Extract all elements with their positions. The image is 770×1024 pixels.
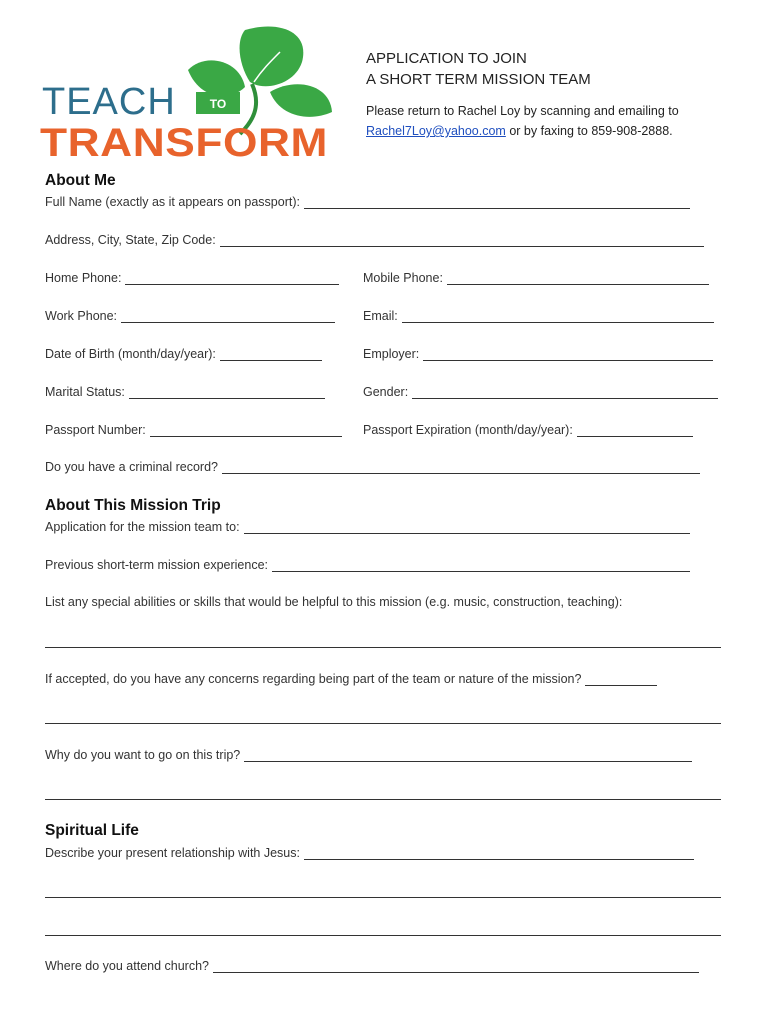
input-passport-number[interactable]	[150, 422, 342, 437]
input-relationship-inline[interactable]	[304, 845, 694, 860]
label-marital: Marital Status:	[45, 385, 125, 399]
label-why: Why do you want to go on this trip?	[45, 748, 241, 762]
row-relationship	[45, 845, 694, 860]
input-application-for[interactable]	[244, 519, 690, 534]
label-concerns: If accepted, do you have any concerns regarding being part of the team or nature of the mission?	[45, 672, 582, 686]
row-skills	[45, 595, 622, 609]
input-full-name[interactable]	[304, 194, 690, 209]
return-instructions-suffix: or by faxing to 859-908-2888.	[505, 124, 673, 138]
input-concerns[interactable]	[45, 723, 721, 724]
label-passport-exp: Passport Expiration (month/day/year):	[363, 423, 573, 437]
form-title-line1: APPLICATION TO JOIN	[366, 50, 527, 67]
row-criminal	[45, 459, 700, 474]
section-spiritual-life: Spiritual Life	[45, 822, 139, 839]
logo-teach: TEACH	[42, 81, 176, 123]
row-home-phone	[45, 270, 339, 285]
row-concerns	[45, 671, 657, 686]
input-passport-exp[interactable]	[577, 422, 693, 437]
label-dob: Date of Birth (month/day/year):	[45, 347, 216, 361]
input-why-inline[interactable]	[244, 747, 692, 762]
input-concerns-inline[interactable]	[585, 671, 657, 686]
row-church	[45, 958, 699, 973]
label-application-for: Application for the mission team to:	[45, 520, 240, 534]
header-block	[366, 48, 746, 141]
input-relationship-line1[interactable]	[45, 897, 721, 898]
input-work-phone[interactable]	[121, 308, 335, 323]
input-why[interactable]	[45, 799, 721, 800]
row-why	[45, 747, 692, 762]
label-church: Where do you attend church?	[45, 959, 209, 973]
label-mobile-phone: Mobile Phone:	[363, 271, 443, 285]
input-previous[interactable]	[272, 557, 690, 572]
form-title-line2: A SHORT TERM MISSION TEAM	[366, 71, 591, 88]
row-gender	[363, 384, 718, 399]
input-gender[interactable]	[412, 384, 718, 399]
leaf-right-icon	[270, 84, 332, 117]
logo-to: TO	[209, 97, 227, 111]
label-email: Email:	[363, 309, 398, 323]
input-relationship-line2[interactable]	[45, 935, 721, 936]
input-home-phone[interactable]	[125, 270, 339, 285]
email-link[interactable]: Rachel7Loy@yahoo.com	[366, 124, 506, 138]
section-mission-trip: About This Mission Trip	[45, 497, 221, 514]
label-employer: Employer:	[363, 347, 420, 361]
row-dob	[45, 346, 322, 361]
input-skills[interactable]	[45, 647, 721, 648]
label-gender: Gender:	[363, 385, 409, 399]
label-full-name: Full Name (exactly as it appears on passport):	[45, 195, 300, 209]
input-address[interactable]	[220, 232, 704, 247]
row-marital	[45, 384, 325, 399]
input-email[interactable]	[402, 308, 714, 323]
input-dob[interactable]	[220, 346, 322, 361]
leaf-large-icon	[240, 27, 304, 87]
row-email	[363, 308, 714, 323]
label-previous: Previous short-term mission experience:	[45, 558, 268, 572]
row-passport-exp	[363, 422, 693, 437]
teach-to-transform-logo	[40, 22, 340, 162]
logo-graphic	[40, 22, 340, 162]
row-employer	[363, 346, 713, 361]
input-criminal[interactable]	[222, 459, 700, 474]
section-about-me: About Me	[45, 172, 116, 189]
input-employer[interactable]	[423, 346, 713, 361]
row-work-phone	[45, 308, 335, 323]
input-mobile-phone[interactable]	[447, 270, 709, 285]
label-criminal: Do you have a criminal record?	[45, 460, 218, 474]
label-address: Address, City, State, Zip Code:	[45, 233, 216, 247]
label-work-phone: Work Phone:	[45, 309, 118, 323]
label-relationship: Describe your present relationship with Jesus:	[45, 846, 300, 860]
label-skills: List any special abilities or skills that would be helpful to this mission (e.g. music, construction, teaching):	[45, 595, 623, 609]
row-application-for	[45, 519, 690, 534]
row-mobile-phone	[363, 270, 709, 285]
input-church[interactable]	[213, 958, 699, 973]
logo-transform: TRANSFORM	[40, 121, 328, 162]
label-passport-number: Passport Number:	[45, 423, 146, 437]
return-instructions-prefix: Please return to Rachel Loy by scanning and emailing to	[366, 104, 679, 118]
row-previous	[45, 557, 690, 572]
row-passport-number	[45, 422, 342, 437]
row-address	[45, 232, 704, 247]
leaf-left-icon	[188, 60, 245, 96]
input-marital[interactable]	[129, 384, 325, 399]
return-instructions	[366, 101, 746, 141]
row-full-name	[45, 194, 690, 209]
label-home-phone: Home Phone:	[45, 271, 122, 285]
